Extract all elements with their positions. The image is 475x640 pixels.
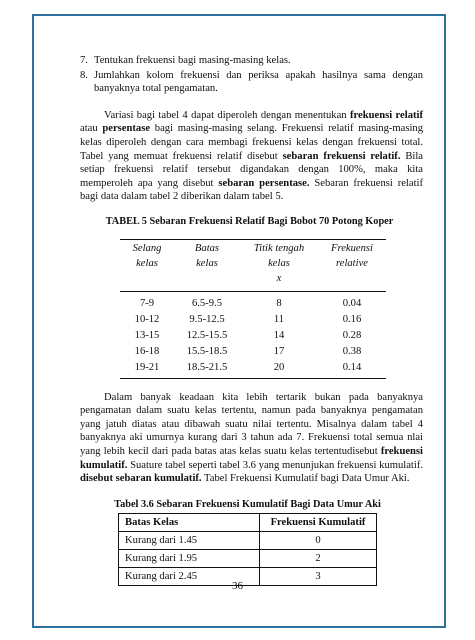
table-cell: 13-15 xyxy=(134,329,160,341)
table-cell: 19-21 xyxy=(120,360,174,379)
column-header: Batas Kelas xyxy=(119,514,260,532)
column-header: Titik tengah kelas x xyxy=(240,239,318,291)
table-row xyxy=(120,344,386,360)
table-row xyxy=(119,532,377,550)
text-run: Variasi bagi tabel 4 dapat diperoleh dengan menentukan xyxy=(104,109,350,121)
column-header: Frekuensi Kumulatif xyxy=(260,514,377,532)
column-header: Selang kelas xyxy=(120,239,174,291)
text-run: Bila setiap frekuensi relatif tersebut digandakan dengan 100%, maka kita memperoleh apa yang disebut xyxy=(80,150,423,189)
term-sebaran-persentase: sebaran persentase. xyxy=(218,177,310,189)
table-header-row xyxy=(119,514,377,532)
table-cell: 0.14 xyxy=(318,360,386,379)
list-item-text: Tentukan frekuensi bagi masing-masing kelas. xyxy=(94,55,291,66)
text-run: Tabel Frekuensi Kumulatif bagi Data Umur Aki. xyxy=(201,473,410,485)
table-header-row xyxy=(120,239,386,291)
list-item xyxy=(80,69,423,96)
table-cell: 7-9 xyxy=(139,297,155,309)
table-cell: 15.5-18.5 xyxy=(186,345,228,357)
list-item xyxy=(80,54,423,68)
table-cell: 18.5-21.5 xyxy=(174,360,240,379)
text-run: Sebaran frekuensi relatif bagi data dalam tabel 2 diberikan dalam tabel 5. xyxy=(80,177,423,203)
page-content xyxy=(80,54,423,586)
text-run: Suature tabel seperti tabel 3.6 yang menunjukan frekuensi kumulatif. xyxy=(127,459,423,471)
table36-caption: Tabel 3.6 Sebaran Frekuensi Kumulatif Bagi Data Umur Aki xyxy=(114,498,381,510)
table-cell: 17 xyxy=(273,345,285,357)
column-header: Frekuensi relative xyxy=(318,239,386,291)
table-cell: 8 xyxy=(276,297,282,309)
table-cell: Kurang dari 2.45 xyxy=(119,568,260,586)
table-cell: 12.5-15.5 xyxy=(186,329,228,341)
term-persentase: persentase xyxy=(102,123,151,135)
table-cell: Kurang dari 1.45 xyxy=(119,532,260,550)
table-row xyxy=(120,360,386,379)
table-row xyxy=(120,312,386,328)
table-cell: 3 xyxy=(260,568,377,586)
table5-caption: TABEL 5 Sebaran Frekuensi Relatif Bagi Bobot 70 Potong Koper xyxy=(105,215,394,227)
table-cell: 2 xyxy=(260,550,377,568)
table-cell: Kurang dari 1.95 xyxy=(119,550,260,568)
table-cell: 11 xyxy=(273,313,285,325)
table-cell: 0.04 xyxy=(342,297,362,309)
table-cell: 0 xyxy=(260,532,377,550)
table-cell: 10-12 xyxy=(134,313,160,325)
table-row xyxy=(120,291,386,312)
text-run: Dalam banyak keadaan kita lebih tertarik bukan pada banyaknya pengamatan dalam suatu kelas tertentu, namun pada banyaknya pengamatan yang jatuh diatas atau dibawah suatu nilai tertentu. Misalnya dalam tabel 4 banyaknya aki umurnya kurang dari 3 tahun ada 7. Frekuensi total semua nlai yang lebih kecil dari pada batas atas kelas suatu kelas tertentudisebut xyxy=(80,391,423,457)
table36-cumulative-frequency xyxy=(118,513,377,586)
term-sebaran-kumulatif: disebut sebaran kumulatif. xyxy=(80,473,202,485)
text-run: bagi masing-masing selang. Frekuensi relatif masing-masing kelas diperoleh dengan cara membagi frekuensi kelas dengan frekuensi total. Tabel yang memuat frekuensi relatif disebut xyxy=(80,123,423,162)
table-cell: 6.5-9.5 xyxy=(191,297,222,309)
paragraph-cumulative-frequency xyxy=(80,391,423,486)
term-frekuensi-relatif: frekuensi relatif xyxy=(349,109,423,121)
column-header: Batas kelas xyxy=(174,239,240,291)
text-run: atau xyxy=(80,123,103,135)
table-cell: 20 xyxy=(240,360,318,379)
table-cell: 0.38 xyxy=(342,345,362,357)
list-item-number: 8. xyxy=(80,69,88,81)
table-row xyxy=(120,328,386,344)
table-row xyxy=(119,550,377,568)
term-sebaran-frekuensi-relatif: sebaran frekuensi relatif. xyxy=(282,150,401,162)
list-item-text: Jumlahkan kolom frekuensi dan periksa apakah hasilnya sama dengan banyaknya total pengamatan. xyxy=(94,69,423,95)
term-frekuensi-kumulatif: frekuensi kumulatif. xyxy=(80,445,423,471)
list-item-number: 7. xyxy=(80,55,88,66)
paragraph-relative-frequency xyxy=(80,109,423,204)
table-cell: 16-18 xyxy=(134,345,160,357)
page-number: 36 xyxy=(232,580,243,592)
table-cell: 0.16 xyxy=(342,313,362,325)
table-cell: 0.28 xyxy=(342,329,362,341)
table-cell: 14 xyxy=(273,329,285,341)
table5-relative-frequency xyxy=(120,239,386,379)
table-cell: 9.5-12.5 xyxy=(189,313,225,325)
